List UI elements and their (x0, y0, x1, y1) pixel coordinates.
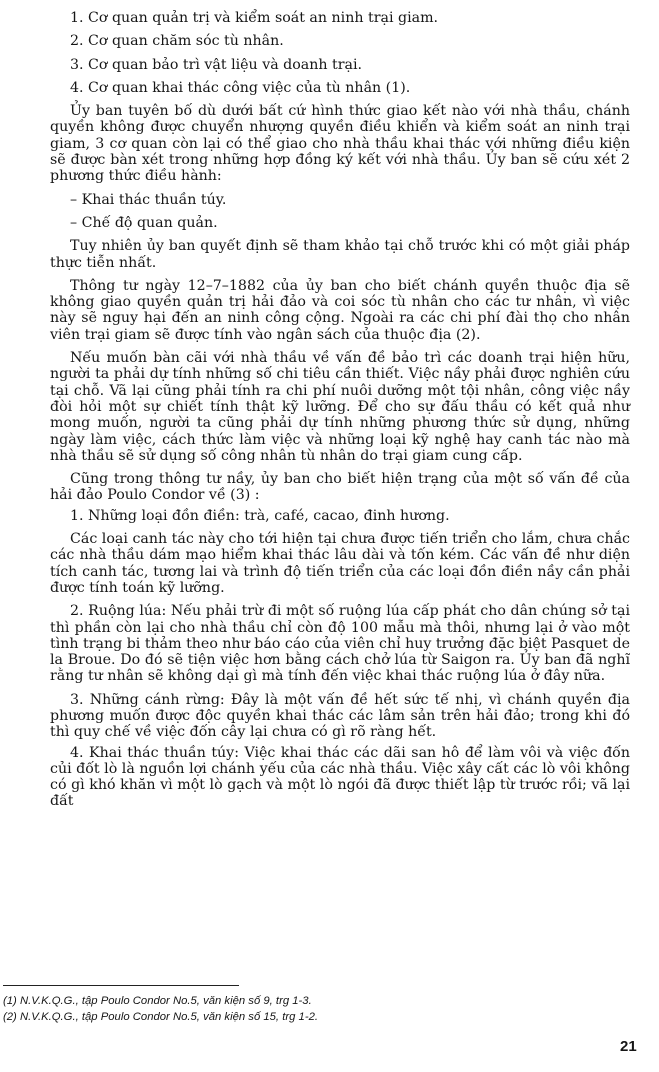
paragraph-circular-1882: Thông tư ngày 12–7–1882 của ủy ban cho biết chánh quyền thuộc địa sẽ không giao quyền quản trị hải đảo và coi sóc tù nhân cho các tư nhân, vì việc này sẽ nguy hại đến an ninh công cộng. Ngoài ra các chi phí đài thọ cho nhân viên trại giam sẽ được tính vào ngân sách của thuộc địa (2). (50, 277, 630, 343)
page-number: 21 (620, 1038, 637, 1055)
footnote-divider (3, 985, 239, 986)
option-pure-exploitation: – Khai thác thuần túy. (70, 191, 227, 208)
item-plantations: 1. Những loại đồn điền: trà, café, cacao, đinh hương. (70, 507, 450, 524)
list-item-2: 2. Cơ quan chăm sóc tù nhân. (70, 33, 284, 50)
list-item-3: 3. Cơ quan bảo trì vật liệu và doanh trại. (70, 56, 363, 73)
option-management-regime: – Chế độ quan quản. (70, 214, 218, 231)
footnote-2: (2) N.V.K.Q.G., tập Poulo Condor No.5, văn kiện số 15, trg 1-2. (3, 1011, 318, 1023)
footnote-1: (1) N.V.K.Q.G., tập Poulo Condor No.5, văn kiện số 9, trg 1-3. (3, 995, 312, 1007)
page-body (50, 10, 630, 817)
paragraph-committee-declaration: Ủy ban tuyên bố dù dưới bất cứ hình thức giao kết nào với nhà thầu, chánh quyền không được chuyển nhượng quyền điều khiển và kiểm soát an ninh trại giam, 3 cơ quan còn lại có thể giao cho nhà thầu khai thác với những điều kiện sẽ được bàn xét trong những hợp đồng ký kết với nhà thầu. Ủy ban sẽ cứu xét 2 phương thức điều hành: (50, 103, 630, 185)
item-rice-fields: 2. Ruộng lúa: Nếu phải trừ đi một số ruộng lúa cấp phát cho dân chúng sở tại thì phần còn lại cho nhà thầu chỉ còn độ 100 mẫu mà thôi, nhưng lại ở vào một tình trạng bi thảm theo như báo cáo của viên chỉ huy trưởng đặc biệt Pasquet de la Broue. Do đó sẽ tiện việc hơn bằng cách chở lúa từ Saigon ra. Ủy ban đã nghĩ rằng tư nhân sẽ không dại gì mà tính đến việc khai thác ruộng lúa ở đây nữa. (50, 603, 630, 685)
paragraph-island-status: Cũng trong thông tư nầy, ủy ban cho biết hiện trạng của một số vấn đề của hải đảo Poulo Condor về (3) : (50, 471, 630, 504)
list-item-4: 4. Cơ quan khai thác công việc của tù nhân (1). (70, 79, 411, 96)
paragraph-contractor-costs: Nếu muốn bàn cãi với nhà thầu về vấn đề bảo trì các doanh trại hiện hữu, người ta phải dự tính những số chi tiêu cần thiết. Việc nầy phải được nghiên cứu tại chỗ. Vã lại cũng phải tính ra chi phí nuôi dưỡng một tội nhân, công việc nầy đòi hỏi một sự chiết tính thật kỹ lưỡng. Để cho sự đấu thầu có kết quả như mong muốn, người ta cũng phải dự tính những phương thức sử dụng, những ngày làm việc, cách thức làm việc và những loại kỹ nghệ hay canh tác nào mà nhà thầu sẽ sử dụng số công nhân tù nhân do trại giam cung cấp. (50, 350, 630, 464)
item-pure-exploitation: 4. Khai thác thuần túy: Việc khai thác các dãi san hô để làm vôi và việc đốn củi đốt lò là nguồn lợi chánh yếu của các nhà thầu. Việc xây cất các lò vôi không có gì khó khăn vì một lò gạch và một lò ngói đã được thiết lập từ trước rồi; vã lại đất (50, 744, 630, 810)
list-item-1: 1. Cơ quan quản trị và kiểm soát an ninh trại giam. (70, 10, 439, 26)
paragraph-plantations-detail: Các loại canh tác này cho tới hiện tại chưa được tiến triển cho lắm, chưa chắc các nhà thầu dám mạo hiểm khai thác lâu dài và tốn kém. Các vấn đề như diện tích canh tác, tương lai và trình độ tiến triển của các loại đồn điền nầy cần phải được tính toán kỹ lưỡng. (50, 531, 630, 596)
paragraph-on-site-consultation: Tuy nhiên ủy ban quyết định sẽ tham khảo tại chỗ trước khi có một giải pháp thực tiễn nhất. (50, 238, 630, 271)
footnotes (3, 993, 563, 1025)
item-forests: 3. Những cánh rừng: Đây là một vấn đề hết sức tế nhị, vì chánh quyền địa phương muốn được độc quyền khai thác các lâm sản trên hải đảo; trong khi đó thì quy chế về việc đốn cây lại chưa có gì rõ ràng hết. (50, 691, 630, 741)
